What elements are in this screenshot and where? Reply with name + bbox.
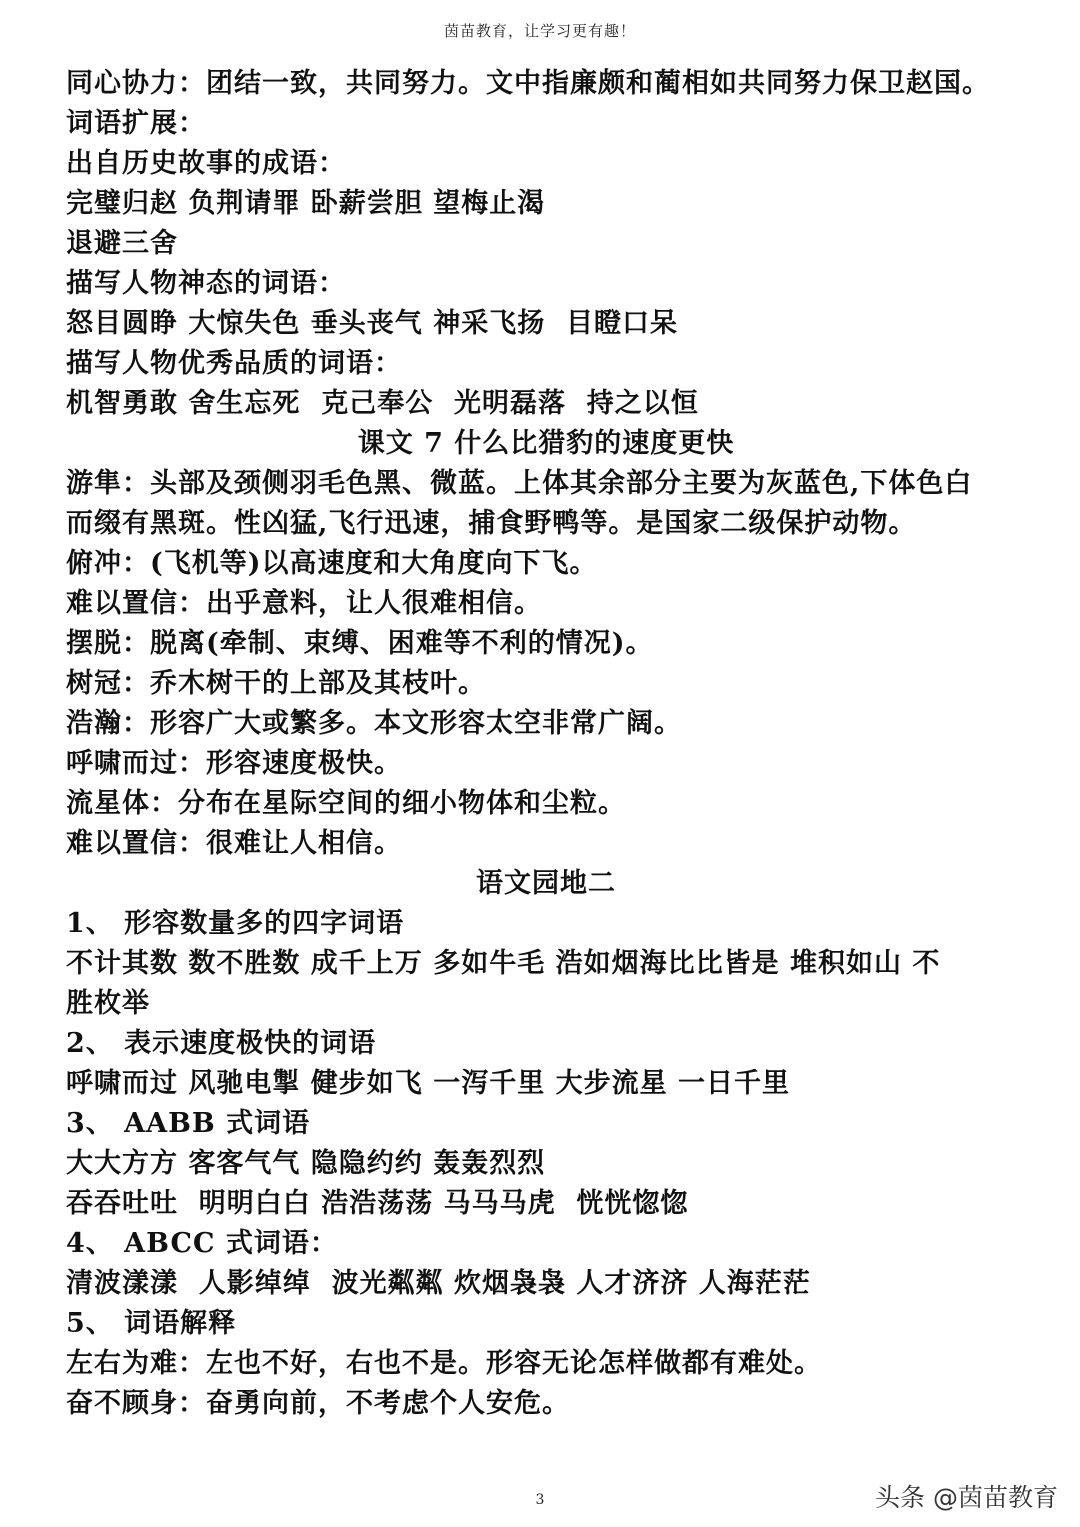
text-line: 流星体：分布在星际空间的细小物体和尘粒。 [66, 788, 626, 819]
text-line: 退避三舍 [66, 228, 178, 259]
text-line: 机智勇敢 舍生忘死 克己奉公 光明磊落 持之以恒 [66, 388, 699, 419]
text-line: 吞吞吐吐 明明白白 浩浩荡荡 马马马虎 恍恍惚惚 [66, 1188, 689, 1219]
watermark: 头条 @茵苗教育 [875, 1483, 1058, 1512]
text-line: 游隼：头部及颈侧羽毛色黑、微蓝。上体其余部分主要为灰蓝色,下体色白 [66, 468, 973, 499]
document-body [66, 64, 1026, 1424]
text-line: 完璧归赵 负荆请罪 卧薪尝胆 望梅止渴 [66, 188, 546, 219]
text-line: 奋不顾身：奋勇向前，不考虑个人安危。 [66, 1388, 570, 1419]
text-line: 难以置信：出乎意料，让人很难相信。 [66, 588, 542, 619]
section-heading-yuwen-yuandi: 语文园地二 [476, 868, 616, 899]
text-line: 左右为难：左也不好，右也不是。形容无论怎样做都有难处。 [66, 1348, 822, 1379]
text-line: 3、 AABB 式词语 [66, 1108, 311, 1139]
text-line: 描写人物优秀品质的词语： [66, 348, 402, 379]
text-line: 俯冲：(飞机等)以高速度和大角度向下飞。 [66, 548, 598, 579]
text-line: 浩瀚：形容广大或繁多。本文形容太空非常广阔。 [66, 708, 682, 739]
text-line: 胜枚举 [66, 988, 150, 1019]
page-header: 茵苗教育，让学习更有趣！ [443, 22, 636, 40]
text-line: 出自历史故事的成语： [66, 148, 346, 179]
text-line: 词语扩展： [66, 108, 206, 139]
text-line: 大大方方 客客气气 隐隐约约 轰轰烈烈 [66, 1148, 546, 1179]
text-line: 树冠：乔木树干的上部及其枝叶。 [66, 668, 486, 699]
text-line: 而缀有黑斑。性凶猛,飞行迅速，捕食野鸭等。是国家二级保护动物。 [66, 508, 917, 539]
text-line: 清波漾漾 人影绰绰 波光粼粼 炊烟袅袅 人才济济 人海茫茫 [66, 1268, 811, 1299]
text-line: 呼啸而过：形容速度极快。 [66, 748, 402, 779]
text-line: 难以置信：很难让人相信。 [66, 828, 402, 859]
page-number: 3 [535, 1492, 545, 1508]
text-line: 4、 ABCC 式词语： [66, 1228, 338, 1259]
section-heading-lesson-7: 课文 7 什么比猎豹的速度更快 [357, 428, 735, 459]
text-line: 摆脱：脱离(牵制、束缚、困难等不利的情况)。 [66, 628, 654, 659]
text-line: 不计其数 数不胜数 成千上万 多如牛毛 浩如烟海比比皆是 堆积如山 不 [66, 948, 941, 979]
text-line: 描写人物神态的词语： [66, 268, 346, 299]
text-line: 1、 形容数量多的四字词语 [66, 908, 405, 939]
text-line: 2、 表示速度极快的词语 [66, 1028, 377, 1059]
text-line: 呼啸而过 风驰电掣 健步如飞 一泻千里 大步流星 一日千里 [66, 1068, 790, 1099]
text-line: 5、 词语解释 [66, 1308, 237, 1339]
text-line: 怒目圆睁 大惊失色 垂头丧气 神采飞扬 目瞪口呆 [66, 308, 678, 339]
text-line: 同心协力：团结一致，共同努力。文中指廉颇和蔺相如共同努力保卫赵国。 [66, 68, 990, 99]
